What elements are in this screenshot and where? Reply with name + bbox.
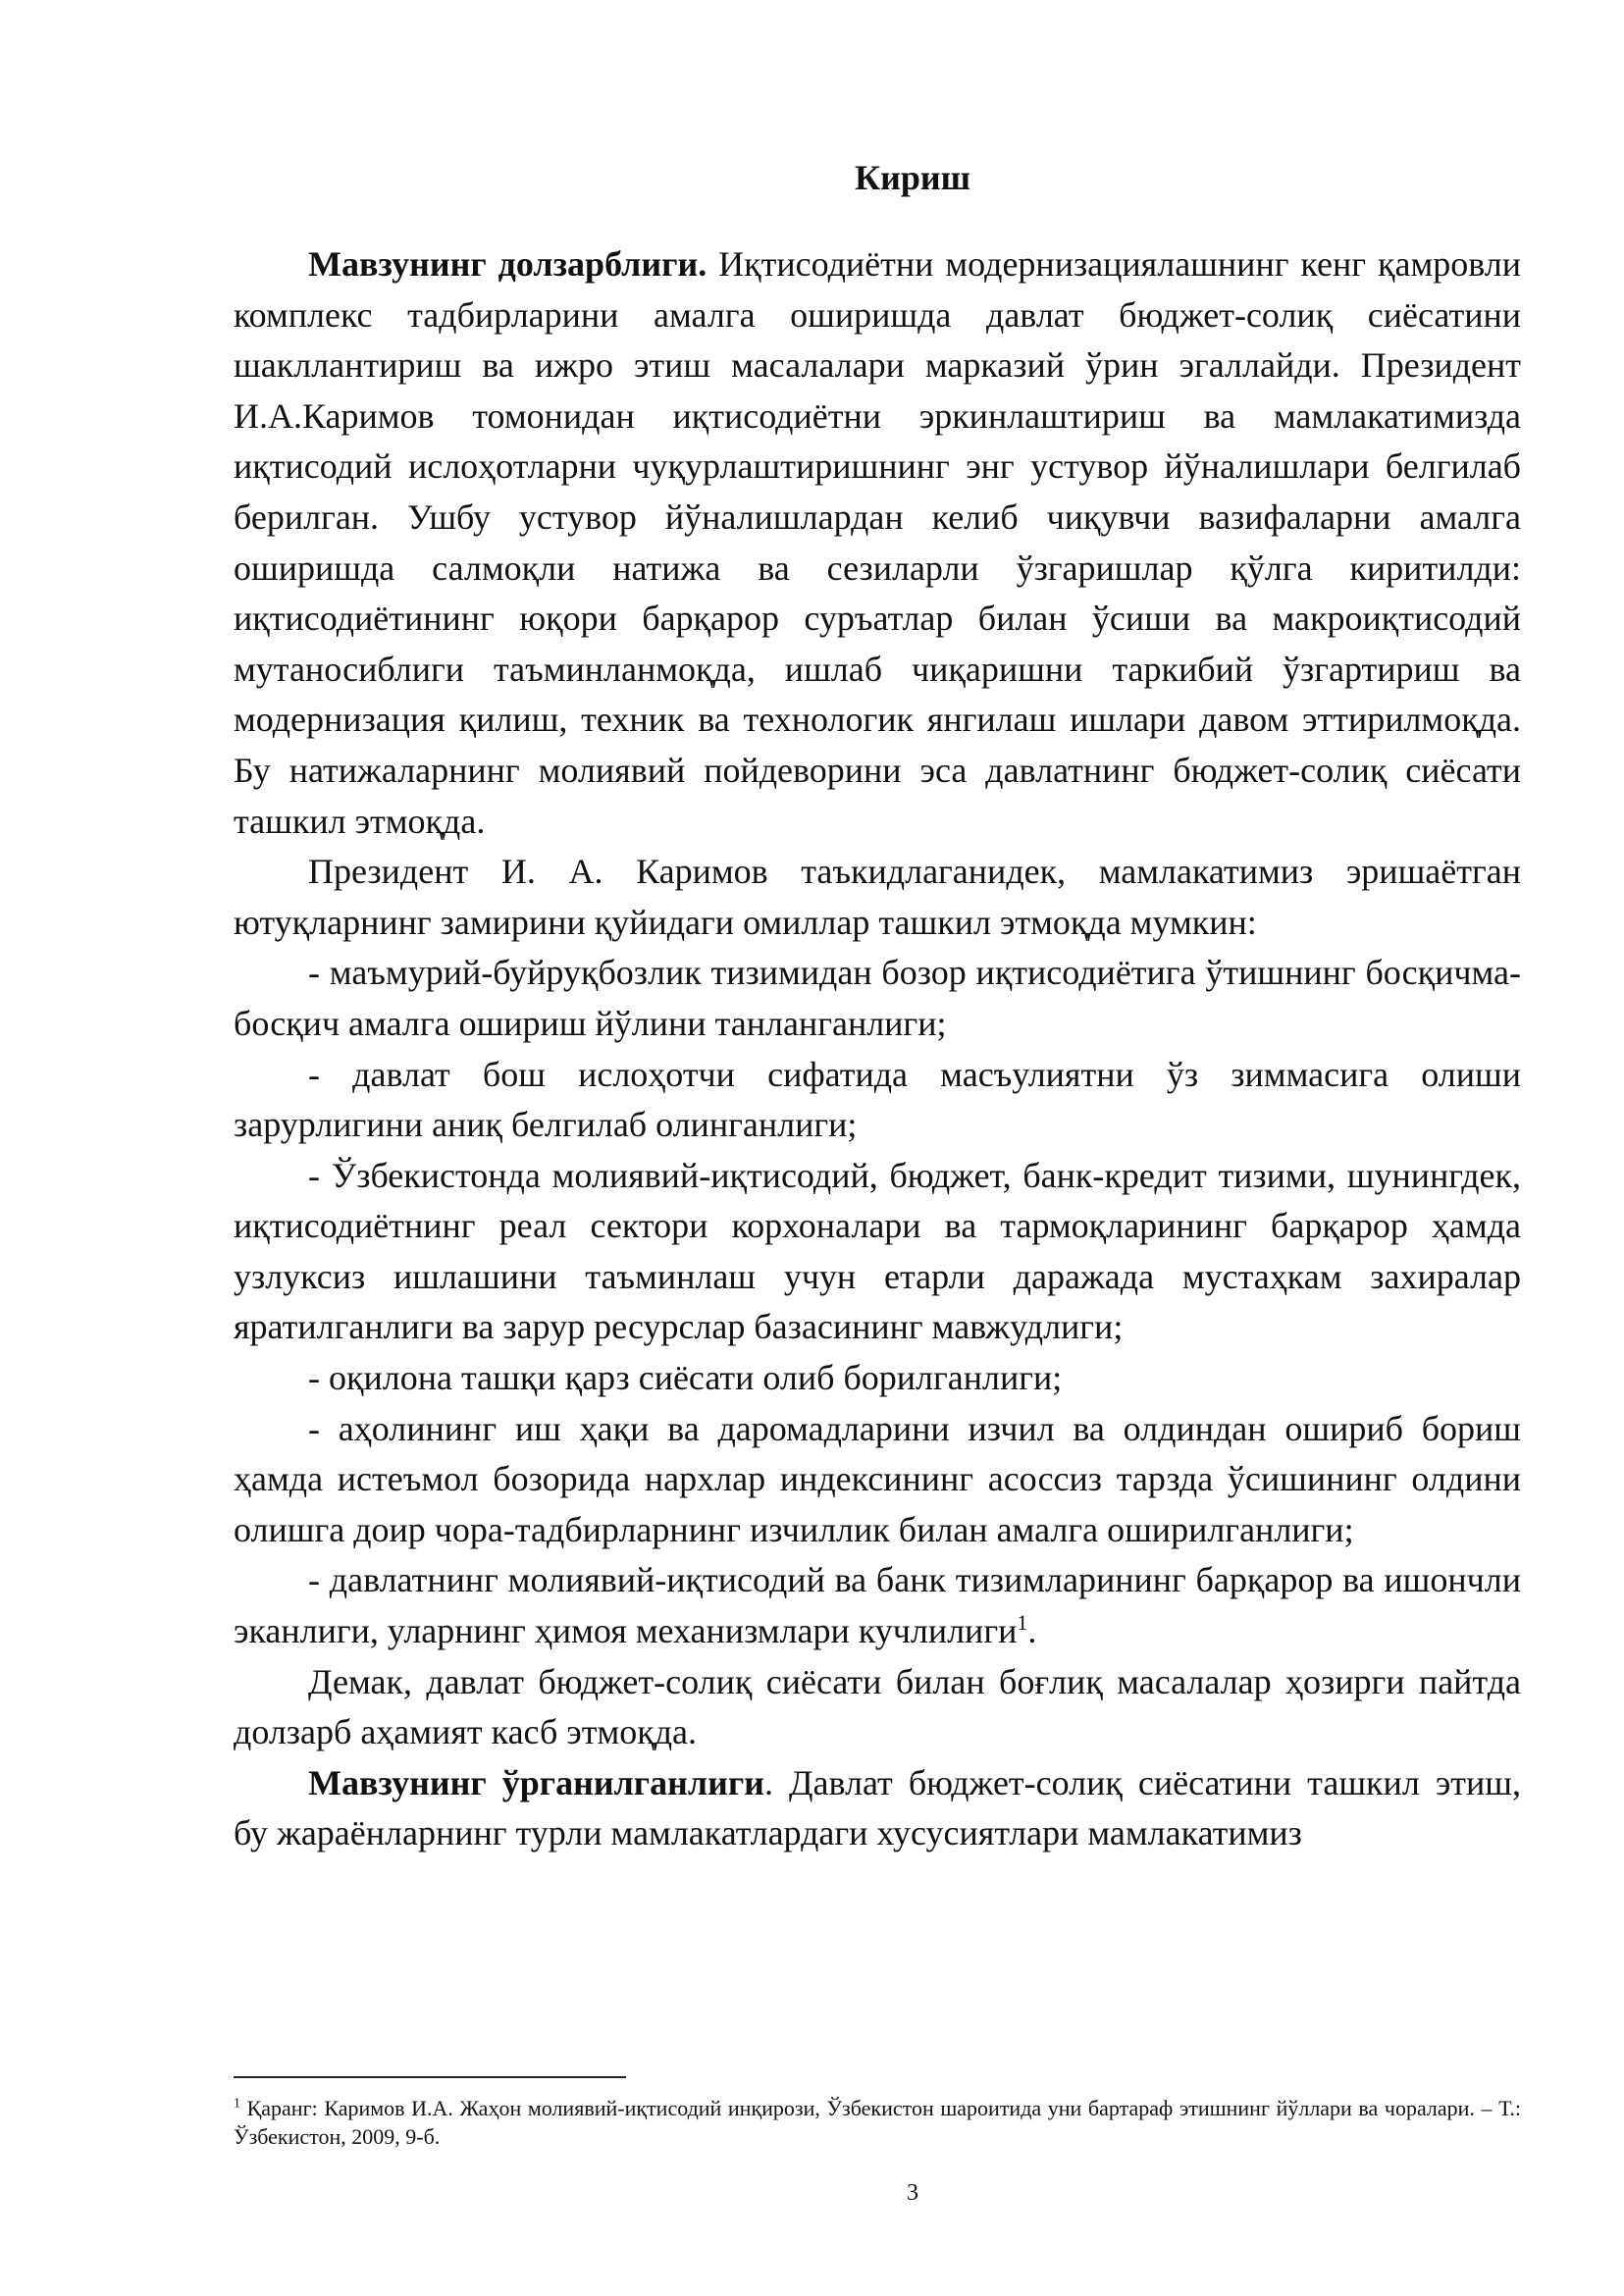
footnote-text: Қаранг: Каримов И.А. Жаҳон молиявий-иқтисодий инқирози, Ўзбекистон шароитида уни бартараф этишнинг йўллари ва чоралари. – Т.: Ўзбекистон, 2009, 9-б. [234,2096,1521,2149]
body-text [234,239,1521,1859]
paragraph-study [234,1758,1521,1859]
paragraph-relevance [234,239,1521,847]
list-item: - оқилона ташқи қарз сиёсати олиб борилганлиги; [308,1358,1063,1398]
section-heading: Кириш [854,158,970,197]
paragraph-text: Иқтисодиётни модернизациялашнинг кенг қамровли комплекс тадбирларини амалга оширишда давлат бюджет-солиқ сиёсатини шакллантириш ва ижро этиш масалалари марказий ўрин эгаллайди. Президент И.А.Каримов томонидан иқтисодиётни эркинлаштириш ва мамлакатимизда иқтисодий ислоҳотларни чуқурлаштиришнинг энг устувор йўналишлари белгилаб берилган. Ушбу устувор йўналишлардан келиб чиқувчи вазифаларни амалга оширишда салмоқли натижа ва сезиларли ўзгаришлар қўлга киритилди: иқтисодиётининг юқори барқарор суръатлар билан ўсиши ва макроиқтисодий мутаносиблиги таъминланмоқда, ишлаб чиқаришни таркибий ўзгартириш ва модернизация қилиш, техник ва технологик янгилаш ишлари давом эттирилмоқда. Бу натижаларнинг молиявий пойдеворини эса давлатнинг бюджет-солиқ сиёсати ташкил этмоқда. [234,244,1521,841]
list-item: - маъмурий-буйруқбозлик тизимидан бозор иқтисодиётига ўтишнинг босқичма-босқич амалга ошириш йўлини танланганлиги; [234,953,1521,1043]
list-item: - давлат бош ислоҳотчи сифатида масъулиятни ўз зиммасига олиши зарурлигини аниқ белгилаб олинганлиги; [234,1054,1521,1145]
paragraph: Президент И. А. Каримов таъкидлаганидек, мамлакатимиз эришаётган ютуқларнинг замирини қуйидаги омиллар ташкил этмоқда мумкин: [234,852,1521,942]
list-item [234,1555,1521,1656]
footnote-reference[interactable]: 1 [1017,1610,1028,1636]
page-number: 3 [907,2180,918,2206]
paragraph-text: . Давлат бюджет-солиқ сиёсатини ташкил этиш, бу жараёнларнинг турли мамлакатлардаги хусусиятлари мамлакатимиз [234,1762,1522,1853]
footnote [234,2094,1521,2151]
footnote-separator [234,2076,626,2078]
paragraph-lead: Мавзунинг долзарблиги. [308,244,707,284]
paragraph-text: - давлатнинг молиявий-иқтисодий ва банк тизимларининг барқарор ва ишончли эканлиги, уларнинг ҳимоя механизмлари кучлилиги [234,1560,1521,1651]
paragraph: Демак, давлат бюджет-солиқ сиёсати билан боғлиқ масалалар ҳозирги пайтда долзарб аҳамият касб этмоқда. [234,1661,1521,1752]
paragraph-lead: Мавзунинг ўрганилганлиги [308,1762,764,1802]
list-item: - Ўзбекистонда молиявий-иқтисодий, бюджет, банк-кредит тизими, шунингдек, иқтисодиётнинг реал сектори корхоналари ва тармоқларининг барқарор ҳамда узлуксиз ишлашини таъминлаш учун етарли даражада мустаҳкам захиралар яратилганлиги ва зарур ресурслар базасининг мавжудлиги; [234,1155,1521,1347]
list-item: - аҳолининг иш ҳақи ва даромадларини изчил ва олдиндан ошириб бориш ҳамда истеъмол бозорида нархлар индексининг асоссиз тарзда ўсишининг олдини олишга доир чора-тадбирларнинг изчиллик билан амалга оширилганлиги; [234,1408,1521,1549]
footnote-mark: 1 [234,2096,240,2112]
paragraph-tail: . [1027,1611,1037,1651]
